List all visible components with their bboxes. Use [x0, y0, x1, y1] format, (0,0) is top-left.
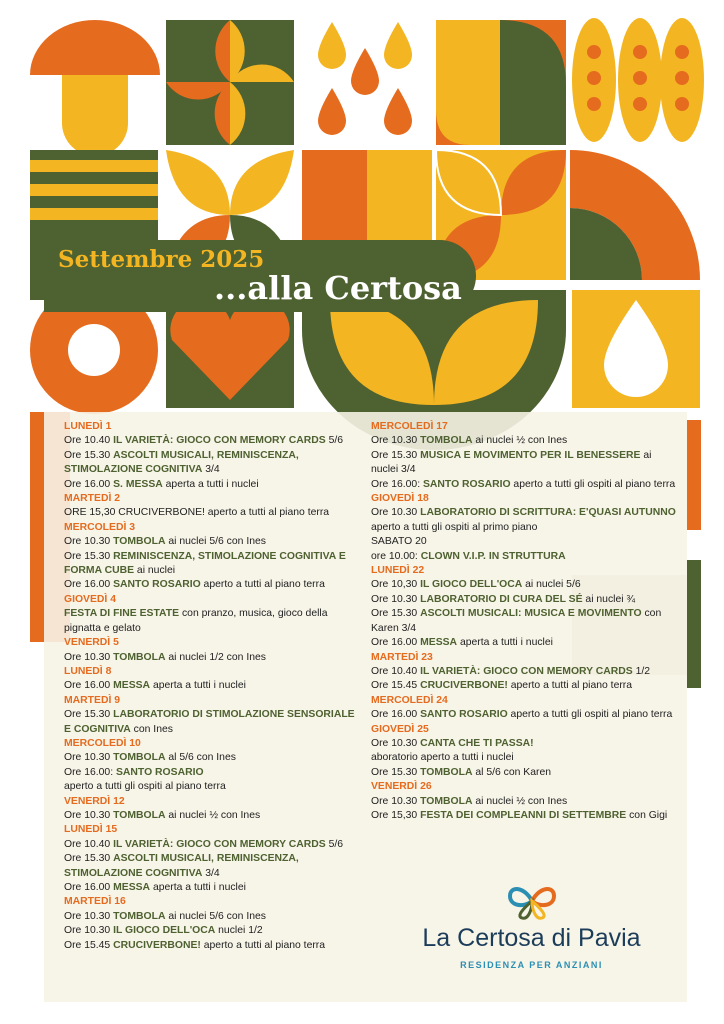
- schedule-entry: [371, 434, 677, 448]
- day-heading: MARTEDÌ 23: [371, 651, 433, 663]
- day-heading: GIOVEDÌ 25: [371, 723, 429, 735]
- entry-text: aperto a tutti gli ospiti al piano terra: [64, 781, 226, 793]
- day-heading: LUNEDÌ 15: [64, 824, 118, 836]
- entry-text: 3/4: [202, 464, 220, 476]
- activity-name: ASCOLTI MUSICALI: MUSICA E MOVIMENTO: [420, 608, 642, 620]
- entry-text: Ore 10.30: [64, 752, 114, 764]
- entry-text: aperta a tutti i nuclei: [162, 478, 259, 490]
- activity-name: IL VARIETÀ: GIOCO CON MEMORY CARDS: [113, 838, 326, 850]
- schedule-entry: [64, 809, 360, 823]
- entry-text: Ore 15.45: [371, 680, 421, 692]
- day-heading: VENERDÌ 5: [64, 637, 119, 649]
- activity-name: MUSICA E MOVIMENTO PER IL BENESSERE: [420, 449, 641, 461]
- entry-text: Ore 10.30: [371, 435, 421, 447]
- day-heading: GIOVEDÌ 18: [371, 493, 429, 505]
- schedule-entry: [371, 593, 677, 607]
- entry-text: Ore 15.30: [371, 608, 421, 620]
- activity-name: TOMBOLA: [113, 536, 166, 548]
- schedule-entry: [64, 535, 360, 549]
- entry-text: al 5/6 con Karen: [472, 766, 552, 778]
- day-heading: MERCOLEDÌ 10: [64, 737, 141, 749]
- activity-name: REMINISCENZA, STIMOLAZIONE COGNITIVA E FORMA CUBE: [64, 550, 346, 577]
- leaf-square: [436, 20, 566, 145]
- day-heading: MERCOLEDÌ 3: [64, 521, 136, 533]
- entry-text: Ore 10.40: [64, 838, 114, 850]
- entry-text: al 5/6 con Ines: [165, 752, 236, 764]
- day-heading: MARTEDÌ 16: [64, 896, 126, 908]
- schedule-right-column: [371, 420, 677, 823]
- schedule-entry: [64, 449, 360, 478]
- entry-text: Ore 10.30: [64, 651, 114, 663]
- activity-name: CANTA CHE TI PASSA!: [420, 737, 534, 749]
- subtitle: ...alla Certosa: [214, 269, 462, 307]
- schedule-entry: [371, 795, 677, 809]
- entry-text: con Ines: [130, 723, 173, 735]
- activity-name: FESTA DEI COMPLEANNI DI SETTEMBRE: [420, 809, 627, 821]
- activity-name: MESSA: [113, 882, 151, 893]
- entry-text: aperto a tutti gli ospiti al primo piano: [371, 521, 538, 533]
- entry-text: Ore 10.30: [371, 507, 421, 519]
- pinwheel-square: [166, 20, 294, 145]
- schedule-entry: [371, 506, 677, 535]
- activity-name: SANTO ROSARIO: [113, 579, 201, 591]
- entry-text: ai nuclei 5/6 con Ines: [165, 910, 266, 922]
- entry-text: Ore 10.40: [371, 665, 421, 677]
- activity-name: FESTA DI FINE ESTATE: [64, 608, 180, 620]
- entry-text: Ore 10.30: [64, 925, 114, 937]
- schedule-entry: [371, 737, 677, 751]
- schedule-entry: [64, 881, 360, 895]
- mushroom-shape: [30, 20, 160, 156]
- activity-name: TOMBOLA: [420, 435, 473, 447]
- activity-name: TOMBOLA: [113, 752, 166, 764]
- entry-text: aboratorio aperto a tutti i nuclei: [371, 752, 514, 764]
- entry-text: Ore 10.30: [64, 809, 114, 821]
- day-heading: MARTEDÌ 2: [64, 493, 120, 505]
- butterfly-logo-icon: [506, 882, 558, 920]
- activity-name: IL VARIETÀ: GIOCO CON MEMORY CARDS: [420, 665, 633, 677]
- activity-name: ASCOLTI MUSICALI, REMINISCENZA, STIMOLAZIONE COGNITIVA: [64, 853, 299, 879]
- entry-text: ai nuclei ½ con Ines: [165, 809, 261, 821]
- seed-pods: [572, 18, 704, 142]
- day-heading: LUNEDÌ 1: [64, 421, 112, 432]
- activity-name: LABORATORIO DI CURA DEL SÉ: [420, 593, 583, 605]
- entry-text: aperta a tutti i nuclei: [457, 637, 553, 649]
- entry-text: 1/2: [632, 665, 651, 677]
- entry-text: ai nuclei ¾: [582, 593, 636, 605]
- activity-name: TOMBOLA: [113, 809, 166, 821]
- schedule-entry: [64, 838, 360, 852]
- schedule-entry: [64, 578, 360, 592]
- entry-text: con Gigi: [626, 809, 668, 821]
- schedule-entry: [64, 939, 360, 953]
- activity-name: SANTO ROSARIO: [420, 709, 508, 721]
- activity-name: TOMBOLA: [113, 651, 166, 663]
- schedule-entry: [371, 751, 677, 765]
- entry-text: Ore 16.00: [371, 709, 421, 721]
- activity-name: LABORATORIO DI STIMOLAZIONE SENSORIALE E COGNITIVA: [64, 709, 355, 735]
- activity-name: SANTO ROSARIO: [422, 478, 511, 490]
- entry-text: SABATO 20: [371, 536, 427, 548]
- entry-text: ai nuclei ½ con Ines: [472, 795, 568, 807]
- entry-text: Ore 16.00: [64, 882, 114, 893]
- drop-block: [572, 290, 700, 408]
- schedule-entry: [64, 478, 360, 492]
- day-heading: MERCOLEDÌ 24: [371, 694, 448, 706]
- entry-text: Ore 15.45: [64, 939, 114, 951]
- schedule-entry: [371, 550, 677, 564]
- brand-logo: [404, 880, 659, 975]
- entry-text: con pranzo, musica, gioco della pignatta e gelato: [64, 608, 328, 634]
- schedule-entry: [371, 766, 677, 780]
- activity-name: TOMBOLA: [420, 795, 473, 807]
- schedule-entry: [371, 809, 677, 823]
- entry-text: aperto a tutti al piano terra: [507, 680, 633, 692]
- schedule-entry: [64, 924, 360, 938]
- entry-text: Ore 15.30: [64, 709, 114, 721]
- schedule-entry: [371, 607, 677, 636]
- entry-text: Ore 10.30: [371, 795, 421, 807]
- entry-text: ai nuclei 1/2 con Ines: [165, 651, 266, 663]
- schedule-entry: [371, 636, 677, 650]
- schedule-entry: [64, 607, 360, 636]
- schedule-entry: [371, 708, 677, 722]
- schedule-entry: [64, 910, 360, 924]
- entry-text: Ore 15.30: [64, 449, 114, 461]
- activity-name: TOMBOLA: [420, 766, 473, 778]
- day-heading: VENERDÌ 26: [371, 781, 432, 793]
- entry-text: aperta a tutti i nuclei: [150, 680, 246, 692]
- schedule-entry: [64, 679, 360, 693]
- activity-name: IL VARIETÀ: GIOCO CON MEMORY CARDS: [113, 435, 326, 447]
- schedule-entry: [64, 751, 360, 765]
- schedule-entry: [64, 651, 360, 665]
- activity-name: CRUCIVERBONE!: [113, 939, 201, 951]
- entry-text: aperta a tutti i nuclei: [150, 882, 246, 893]
- schedule-entry: [371, 449, 677, 478]
- schedule-entry: [371, 478, 677, 492]
- activity-name: MESSA: [113, 680, 151, 692]
- day-heading: MERCOLEDÌ 17: [371, 421, 448, 432]
- day-heading: MARTEDÌ 9: [64, 694, 120, 706]
- schedule-entry: [371, 578, 677, 592]
- entry-text: Ore 16.00: [64, 579, 114, 591]
- activity-name: S. MESSA: [113, 478, 163, 490]
- schedule-entry: [64, 766, 360, 780]
- activity-name: CRUCIVERBONE!: [420, 680, 508, 692]
- entry-text: con Karen 3/4: [371, 608, 662, 634]
- entry-text: Ore 15.30: [64, 550, 114, 562]
- schedule-entry: [371, 535, 677, 549]
- drops-cluster: [318, 22, 412, 135]
- entry-text: Ore 10,30: [371, 579, 421, 591]
- day-heading: LUNEDÌ 8: [64, 665, 112, 677]
- entry-text: ai nuclei 5/6 con Ines: [165, 536, 266, 548]
- entry-text: 5/6: [325, 435, 344, 447]
- entry-text: ai nuclei 5/6: [522, 579, 581, 591]
- schedule-entry: [64, 708, 360, 737]
- brand-name: La Certosa di Pavia: [422, 924, 641, 952]
- day-heading: VENERDÌ 12: [64, 795, 125, 807]
- brand-tagline: RESIDENZA PER ANZIANI: [460, 960, 603, 970]
- entry-text: aperto a tutti al piano terra: [200, 939, 326, 951]
- activity-name: ASCOLTI MUSICALI, REMINISCENZA, STIMOLAZIONE COGNITIVA: [64, 449, 299, 476]
- entry-text: ore 10.00:: [371, 550, 421, 562]
- activity-name: SANTO ROSARIO: [115, 766, 204, 778]
- entry-text: Ore 10.30: [371, 737, 421, 749]
- schedule-entry: [64, 506, 360, 520]
- entry-text: Ore 15.30: [64, 853, 114, 865]
- activity-name: CLOWN V.I.P. IN STRUTTURA: [420, 550, 566, 562]
- entry-text: Ore 10.30: [64, 910, 114, 922]
- schedule-entry: [64, 550, 360, 579]
- activity-name: TOMBOLA: [113, 910, 166, 922]
- schedule-entry: [371, 665, 677, 679]
- entry-text: aperto a tutti gli ospiti al piano terra: [510, 478, 676, 490]
- entry-text: aperto a tutti gli ospiti al piano terra: [507, 709, 673, 721]
- entry-text: ai nuclei ½ con Ines: [472, 435, 568, 447]
- schedule-entry: [64, 780, 360, 794]
- entry-text: Ore 10.30: [371, 593, 421, 605]
- entry-text: ai nuclei: [134, 565, 176, 577]
- schedule-entry: [64, 434, 360, 448]
- entry-text: Ore 10.30: [64, 536, 114, 548]
- schedule-entry: [64, 852, 360, 881]
- entry-text: nuclei 1/2: [215, 925, 263, 937]
- entry-text: ai nuclei 3/4: [371, 449, 652, 476]
- month-title: Settembre 2025: [58, 246, 265, 273]
- entry-text: ORE 15,30 CRUCIVERBONE! aperto a tutti al piano terra: [64, 507, 330, 519]
- entry-text: Ore 16.00:: [371, 478, 423, 490]
- activity-name: LABORATORIO DI SCRITTURA: E'QUASI AUTUNNO: [420, 507, 676, 519]
- entry-text: Ore 16.00: [371, 637, 421, 649]
- entry-text: Ore 16.00: [64, 478, 114, 490]
- entry-text: 3/4: [202, 867, 220, 879]
- entry-text: Ore 16.00: [64, 680, 114, 692]
- entry-text: Ore 15,30: [371, 809, 421, 821]
- quarter-arc-block: [570, 150, 700, 280]
- entry-text: 5/6: [325, 838, 344, 850]
- activity-name: IL GIOCO DELL'OCA: [420, 579, 523, 591]
- entry-text: Ore 16.00:: [64, 766, 116, 778]
- schedule-left-column: [64, 420, 360, 953]
- day-heading: LUNEDÌ 22: [371, 565, 425, 577]
- entry-text: Ore 15.30: [371, 449, 421, 461]
- activity-name: MESSA: [420, 637, 458, 649]
- day-heading: GIOVEDÌ 4: [64, 593, 116, 605]
- entry-text: Ore 15.30: [371, 766, 421, 778]
- entry-text: aperto a tutti al piano terra: [200, 579, 325, 591]
- activity-name: IL GIOCO DELL'OCA: [113, 925, 216, 937]
- entry-text: Ore 10.40: [64, 435, 114, 447]
- schedule-entry: [371, 679, 677, 693]
